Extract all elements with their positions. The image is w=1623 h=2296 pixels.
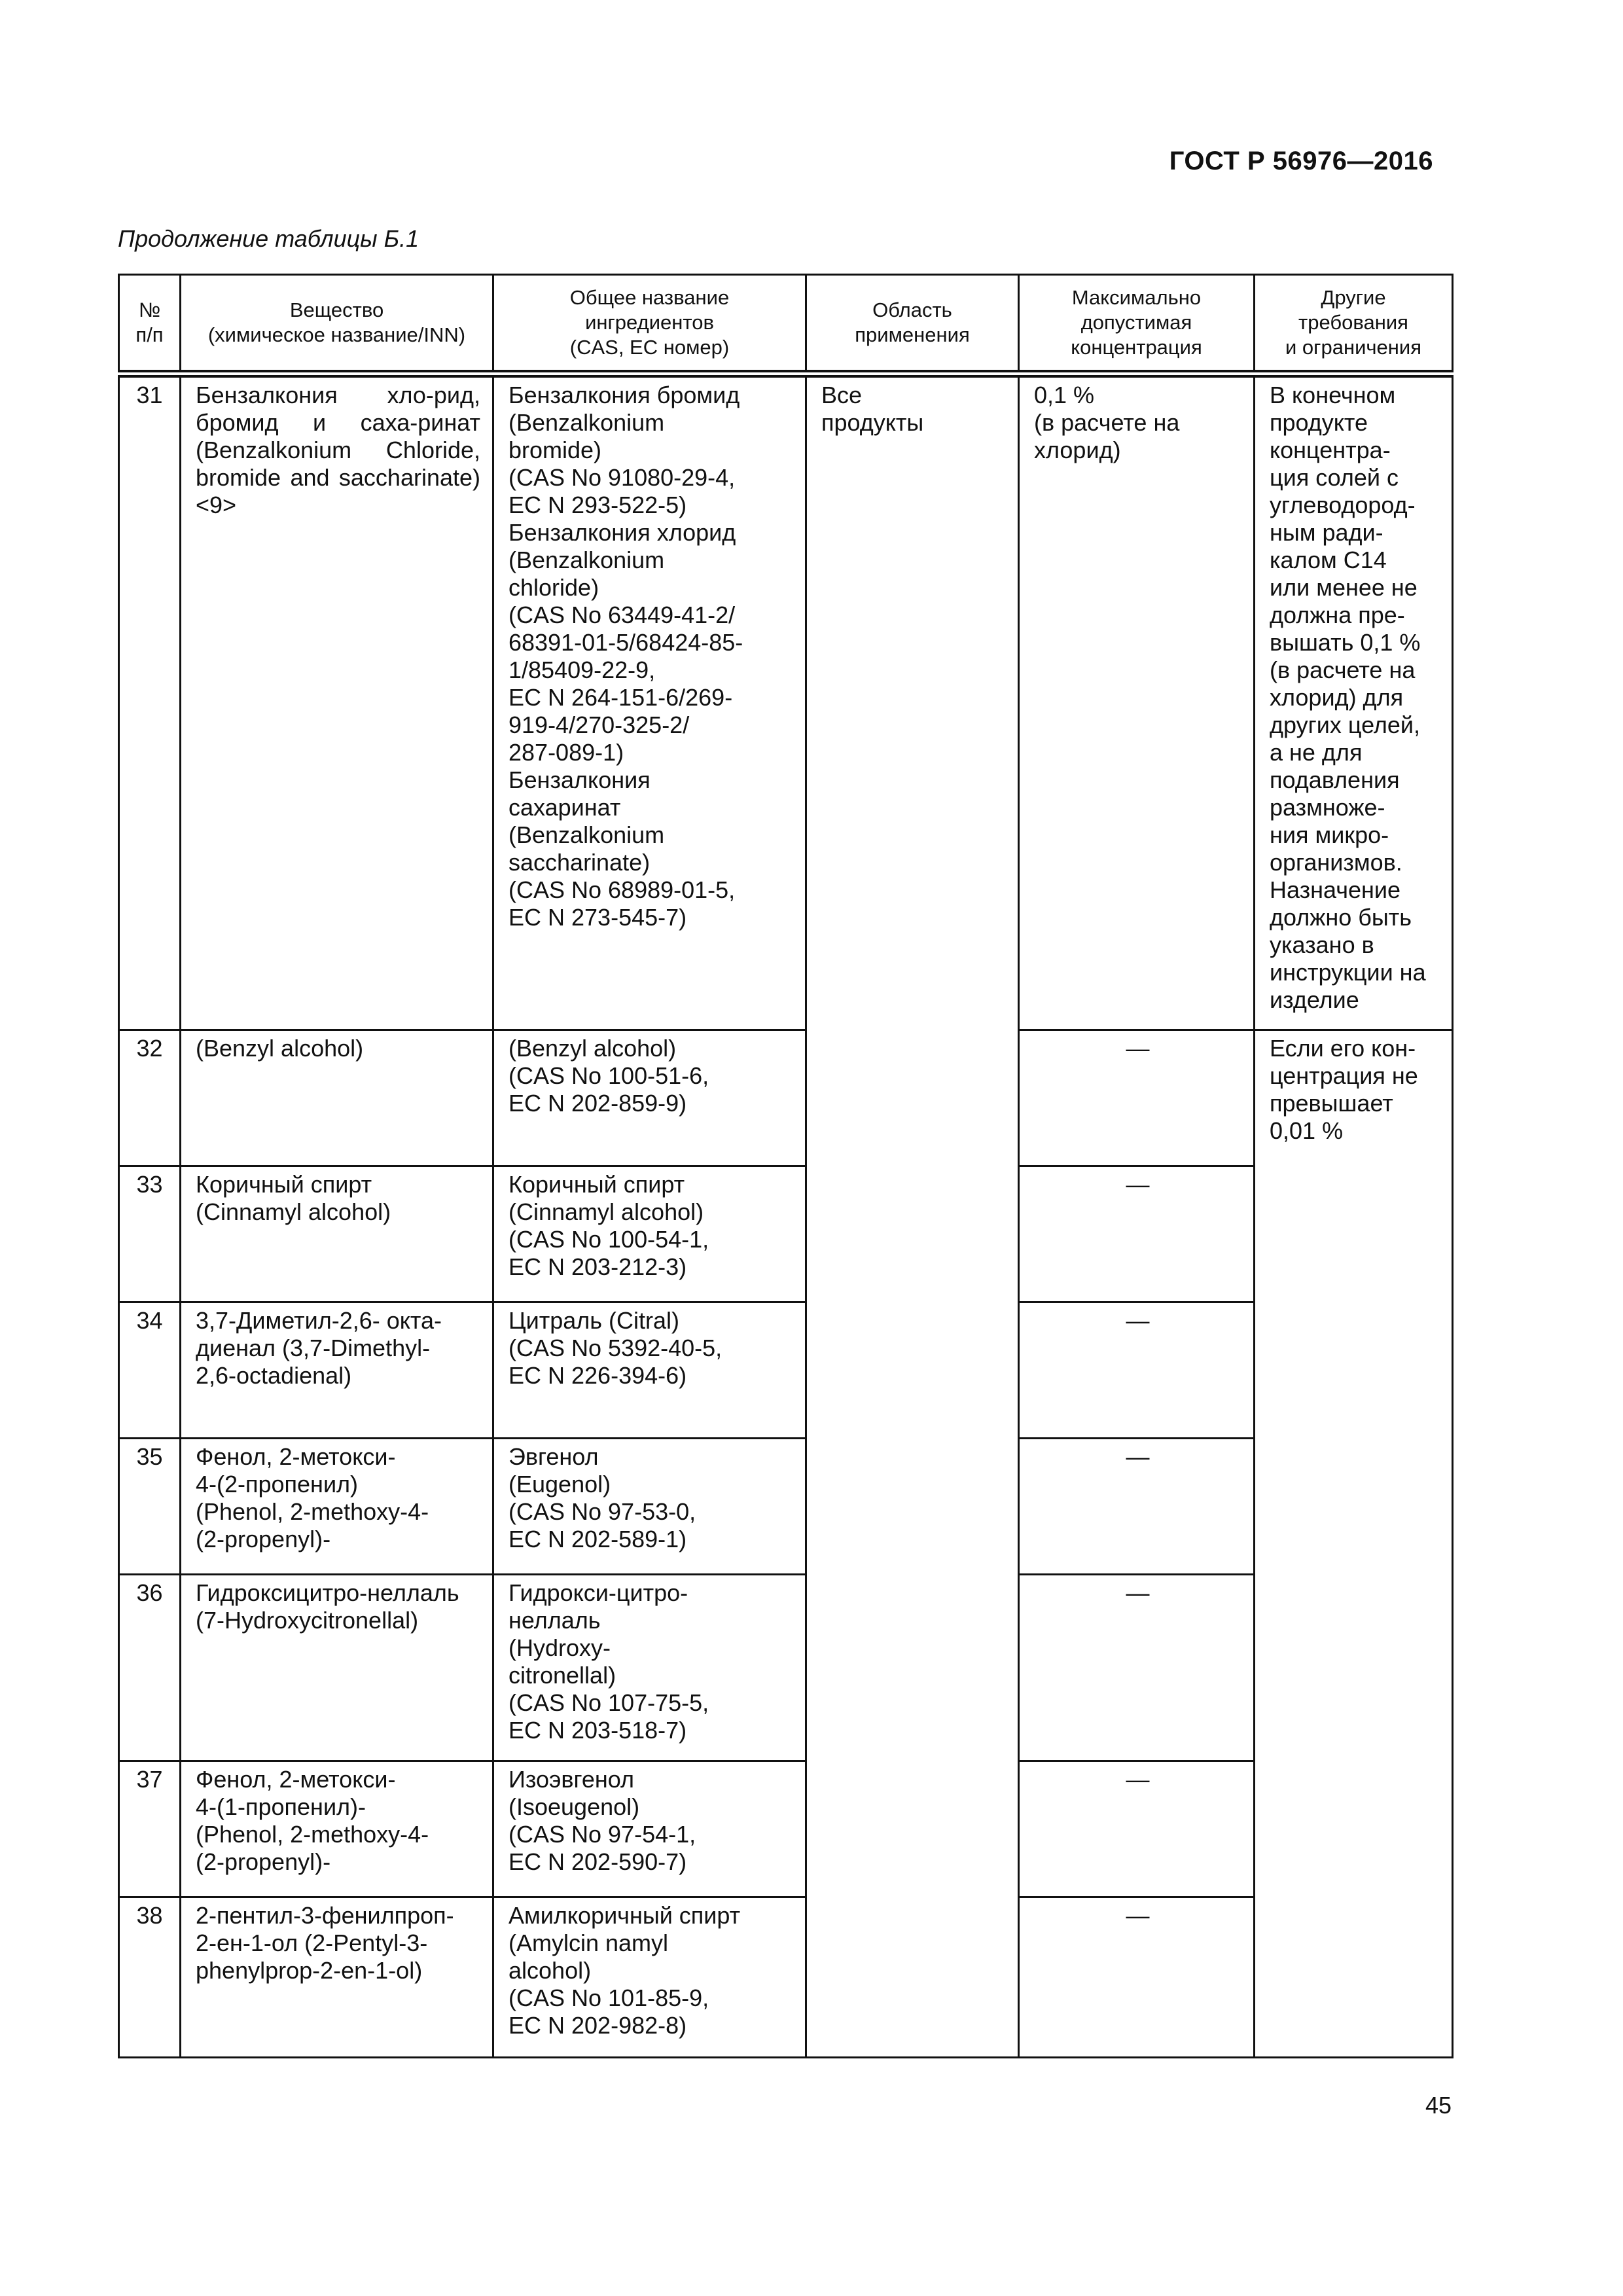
header-num: № п/п: [119, 275, 181, 374]
table-row: [119, 1897, 1453, 2057]
header-other-requirements: Другие требования и ограничения: [1255, 275, 1453, 374]
common-name-cell: Изоэвгенол (Isoeugenol) (CAS No 97-54-1, EC N 202-590-7): [493, 1761, 806, 1897]
common-name-cell: Гидрокси-цитро- неллаль (Hydroxy- citronellal) (CAS No 107-75-5, EC N 203-518-7): [493, 1574, 806, 1761]
max-concentration-cell: 0,1 % (в расчете на хлорид): [1019, 374, 1255, 1030]
header-max-concentration: Максимально допустимая концентрация: [1019, 275, 1255, 374]
substance-cell: 2-пентил-3-фенилпроп- 2-ен-1-ол (2-Pentyl-3- phenylprop-2-en-1-ol): [181, 1897, 493, 2057]
common-name-cell: Бензалкония бромид (Benzalkonium bromide) (CAS No 91080-29-4, EC N 293-522-5) Бензалкония хлорид (Benzalkonium chloride) (CAS No 63449-41-2/ 68391-01-5/68424-85- 1/85409-22-9, EC N 264-151-6/269- 919-4/270-325-2/ 287-089-1) Бензалкония сахаринат (Benzalkonium saccharinate) (CAS No 68989-01-5, EC N 273-545-7): [493, 374, 806, 1030]
common-name-cell: Цитраль (Citral) (CAS No 5392-40-5, EC N 226-394-6): [493, 1302, 806, 1438]
table-row: [119, 1761, 1453, 1897]
max-concentration-cell: —: [1019, 1030, 1255, 1166]
substance-cell: 3,7-Диметил-2,6- окта- диенал (3,7-Dimethyl- 2,6-octadienal): [181, 1302, 493, 1438]
common-name-cell: Эвгенол (Eugenol) (CAS No 97-53-0, EC N 202-589-1): [493, 1438, 806, 1574]
row-num: 34: [119, 1302, 181, 1438]
max-concentration-cell: —: [1019, 1761, 1255, 1897]
table-row: [119, 1574, 1453, 1761]
table-row: [119, 1166, 1453, 1302]
substance-cell: Гидроксицитро-неллаль (7-Hydroxycitronellal): [181, 1574, 493, 1761]
common-name-cell: Амилкоричный спирт (Amylcin namyl alcohol) (CAS No 101-85-9, EC N 202-982-8): [493, 1897, 806, 2057]
header-common-name: Общее название ингредиентов (CAS, ЕС номер): [493, 275, 806, 374]
table-header-row: [119, 275, 1453, 374]
row-num: 33: [119, 1166, 181, 1302]
max-concentration-cell: —: [1019, 1897, 1255, 2057]
row-num: 35: [119, 1438, 181, 1574]
table-row: [119, 1438, 1453, 1574]
max-concentration-cell: —: [1019, 1302, 1255, 1438]
header-scope: Область применения: [806, 275, 1019, 374]
document-code: ГОСТ Р 56976—2016: [1169, 147, 1433, 175]
table-row: [119, 1302, 1453, 1438]
scope-cell: Все продукты: [806, 374, 1019, 2057]
row-num: 38: [119, 1897, 181, 2057]
substance-cell: Бензалкония хло-рид, бромид и саха-ринат (Benzalkonium Chloride, bromide and saccharinate) <9>: [181, 374, 493, 1030]
substance-cell: Фенол, 2-метокси- 4-(2-пропенил) (Phenol, 2-methoxy-4- (2-propenyl)-: [181, 1438, 493, 1574]
max-concentration-cell: —: [1019, 1574, 1255, 1761]
row-num: 37: [119, 1761, 181, 1897]
max-concentration-cell: —: [1019, 1438, 1255, 1574]
substance-cell: (Benzyl alcohol): [181, 1030, 493, 1166]
max-concentration-cell: —: [1019, 1166, 1255, 1302]
page-number: 45: [1425, 2092, 1452, 2119]
substance-cell: Фенол, 2-метокси- 4-(1-пропенил)- (Phenol, 2-methoxy-4- (2-propenyl)-: [181, 1761, 493, 1897]
other-requirements-cell: Если его кон- центрация не превышает 0,01 %: [1255, 1030, 1453, 2057]
substances-table: [118, 274, 1454, 2058]
substance-cell: Коричный спирт (Cinnamyl alcohol): [181, 1166, 493, 1302]
common-name-cell: Коричный спирт (Cinnamyl alcohol) (CAS No 100-54-1, EC N 203-212-3): [493, 1166, 806, 1302]
table-row: [119, 374, 1453, 1030]
row-num: 31: [119, 374, 181, 1030]
header-substance: Вещество (химическое название/INN): [181, 275, 493, 374]
row-num: 32: [119, 1030, 181, 1166]
row-num: 36: [119, 1574, 181, 1761]
other-requirements-cell: В конечном продукте концентра- ция солей с углеводород- ным ради- калом С14 или менее не должна пре- вышать 0,1 % (в расчете на хлорид) для других целей, а не для подавления размноже- ния микро- организмов. Назначение должно быть указано в инструкции на изделие: [1255, 374, 1453, 1030]
table-caption: Продолжение таблицы Б.1: [118, 225, 419, 252]
table-row: [119, 1030, 1453, 1166]
common-name-cell: (Benzyl alcohol) (CAS No 100-51-6, EC N 202-859-9): [493, 1030, 806, 1166]
